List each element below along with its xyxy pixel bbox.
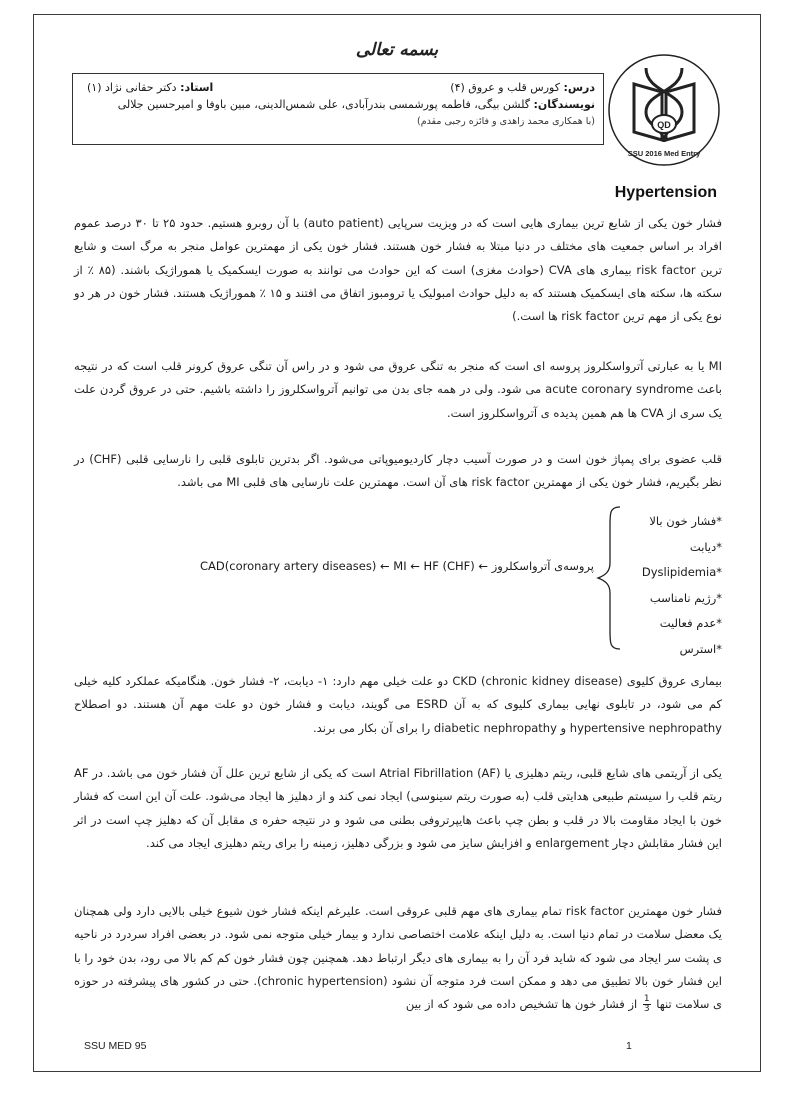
paragraph-chf: قلب عضوی برای پمپاژ خون است و در صورت آسیب دچار کاردیومیوپاتی می‌شود. اگر بدترین تابلوی قلبی را نارسایی قلبی (CHF) در نظر بگیریم، فشار خون یکی از مهمترین risk factor های آن است. مهمترین علت نارسایی های قلبی MI می باشد. bbox=[74, 452, 722, 490]
course-header-box bbox=[72, 73, 604, 145]
list-item: *Dyslipidemia bbox=[641, 565, 722, 580]
list-item: *رژیم نامناسب bbox=[649, 590, 722, 605]
list-item: *فشار خون بالا bbox=[649, 514, 722, 528]
course-value: کورس قلب و عروق (۴) bbox=[450, 81, 560, 94]
paragraph-ckd: بیماری عروق کلیوی CKD (chronic kidney disease) دو علت خیلی مهم دارد: ۱- دیابت، ۲- فشار خون. هنگامیکه عملکرد کلیه خیلی کم می شود، در تابلوی نهایی بیماری کلیوی که به آن ESRD می گویند، دیابت و فشار خون دو علت مهم آن هستند. دو اصطلاح hypertensive nephropathy و diabetic nephropathy را برای آن بکار می برند. bbox=[74, 674, 722, 735]
list-item: *عدم فعالیت bbox=[659, 616, 722, 631]
risk-factor-diagram bbox=[74, 505, 722, 655]
curly-brace-icon bbox=[594, 505, 624, 651]
authors-line bbox=[81, 96, 595, 113]
teacher-line bbox=[87, 79, 213, 96]
paragraph-risk-tail: از فشار خون ها تشخیص داده می شود که از بین bbox=[405, 997, 638, 1012]
section-title: Hypertension bbox=[614, 184, 717, 201]
basmala-heading: بسمه تعالی bbox=[355, 40, 439, 60]
list-item: *استرس bbox=[679, 641, 722, 656]
logo-caption: SSU 2016 Med Entry bbox=[627, 149, 701, 158]
course-label: درس: bbox=[563, 81, 595, 94]
ssu-logo-icon bbox=[606, 48, 722, 176]
paragraph-intro: فشار خون یکی از شایع ترین بیماری هایی است که در ویزیت سرپایی (auto patient) با آن روبرو هستیم. حدود ۲۵ تا ۳۰ درصد عموم افراد بر اساس جمعیت های مختلف در دنیا مبتلا به فشار خون هستند. فشار خون یکی از مهمترین عوامل منجر به مرگ است و شایع ترین risk factor بیماری های CVA (حوادث مغزی) است که این حوادث می توانند به صورت ایسکمیک یا هموراژیک باشند. (۸۵ ٪ از سکته ها، سکته های ایسکمیک هستند که به دلیل حوادث امبولیک یا ترومبوز اتفاق می افتند و ۱۵ ٪ هموراژیک هستند. فشار خون در هر دو نوع یکی از مهم ترین risk factor ها است.) bbox=[74, 216, 722, 324]
svg-text:QD: QD bbox=[657, 120, 671, 130]
paragraph-risk-body: فشار خون مهمترین risk factor تمام بیماری های مهم قلبی عروقی است. علیرغم اینکه فشار خون شیوع خیلی بالایی دارد ولی همچنان یک معضل سلامت در تمام دنیا است. به دلیل اینکه علامت اختصاصی ندارد و بیمار خیلی متوجه نمی شود. در بعضی افراد سردرد در ناحیه ی پشت سر ایجاد می شود که شاید فرد آن را به بیماری های دیگر ارتباط دهد. همچنین چون فشار خون کم کم بالا می رود، بدن خود را با این فشار خون بالا تطبیق می دهد و ممکن است فرد متوجه آن نشود (chronic hypertension). حتی در کشور های پیشرفته در حوزه ی سلامت تنها bbox=[74, 904, 723, 1012]
footer-label: SSU MED 95 bbox=[84, 1040, 147, 1052]
fraction-one-third: $\frac{1}{3}$ bbox=[643, 994, 650, 1015]
risk-factor-list bbox=[642, 509, 722, 663]
paragraph-mi: MI یا به عبارتی آترواسکلروز پروسه ای است که منجر به تنگی عروق می شود و در راس آن تنگی عروق کرونر قلب است که در نتیجه باعث acute coronary syndrome می شود. ولی در همه جای بدن می توانیم آترواسکلروز را داشته باشیم. حتی در عروق گردن علت یک سری از CVA ها هم همین پدیده ی آترواسکلروز است. bbox=[74, 359, 723, 420]
teacher-value: دکتر حقانی نژاد (۱) bbox=[87, 81, 177, 94]
authors-value: گلشن بیگی، فاطمه پورشمسی بندرآبادی، علی شمس‌الدینی، مبین باوفا و امیرحسین جلالی bbox=[117, 98, 530, 111]
authors-label: نویسندگان: bbox=[533, 98, 595, 111]
collaborators-line: (با همکاری محمد زاهدی و فائزه رجبی مقدم) bbox=[416, 116, 595, 127]
risk-chain-text: پروسه‌ی آترواسکلروز ← CAD(coronary artery diseases) ← MI ← HF (CHF) bbox=[200, 559, 594, 573]
list-item: *دیابت bbox=[689, 539, 722, 554]
paragraph-risk bbox=[74, 900, 722, 1016]
paragraph-af: یکی از آریتمی های شایع قلبی، ریتم دهلیزی یا Atrial Fibrillation (AF) است که یکی از شایع ترین علل آن فشار خون می باشد. در AF ریتم قلب را سیستم طبیعی هدایتی قلب (به صورت ریتم سینوسی) ایجاد نمی کند و از دهلیز ها ایجاد می‌شود. علت آن این است که فشار خون با ایجاد مقاومت بالا در قلب و بطن چپ باعث هایپرتروفی بطنی می شود و در نتیجه حفره ی مقابل آن که دهلیز چپ است در اثر این فشار مقابلش دچار enlargement و افزایش سایز می شود و بزرگی دهلیز، زمینه را برای ریتم دهلیزی ایجاد می کند. bbox=[74, 766, 722, 850]
page-number: 1 bbox=[626, 1040, 632, 1052]
teacher-label: استاد: bbox=[180, 81, 214, 94]
